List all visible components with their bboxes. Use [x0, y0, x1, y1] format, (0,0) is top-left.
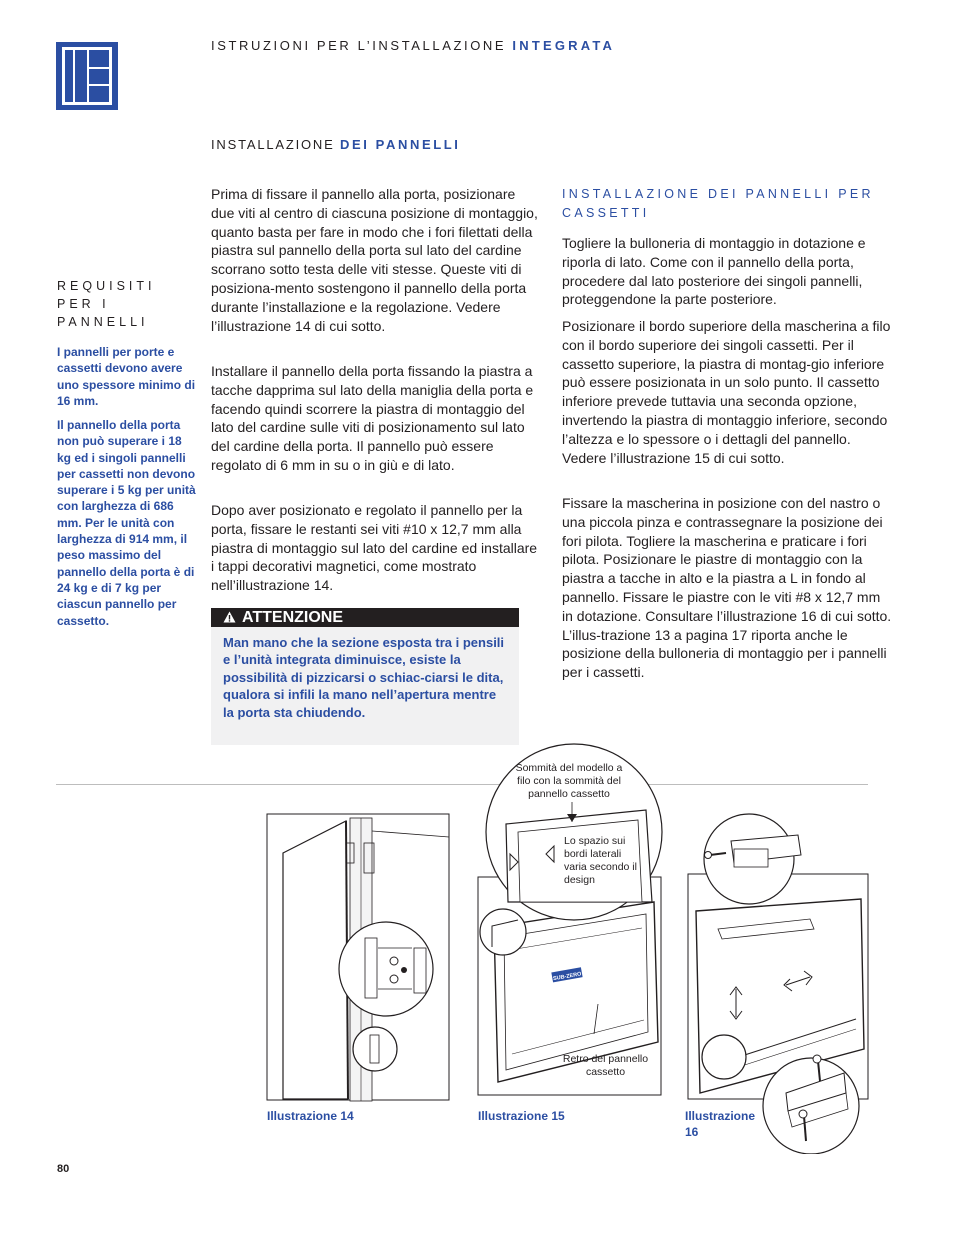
caption-illustration-16: Illustrazione 16: [685, 1109, 756, 1139]
sidebar-note-weight: Il pannello della porta non può superare i 18 kg ed i singoli pannelli per cassetti non devono superare i 5 kg per unità con larghezza di 686 mm. Per le unità con larghezza di 914 mm, il peso massimo del pannello della porta è di 24 kg e di 7 kg per ciascun pannello per cassetto.: [57, 418, 196, 628]
subsection-heading: INSTALLAZIONE DEI PANNELLI PER CASSETTI: [562, 187, 874, 220]
warning-header: [211, 608, 519, 627]
sidebar-note-thickness: I pannelli per porte e cassetti devono avere uno spessore minimo di 16 mm.: [57, 345, 196, 408]
running-header: [211, 38, 615, 53]
sidebar-heading: REQUISITI PER I PANNELLI: [57, 279, 156, 329]
section-title: [211, 137, 461, 152]
section-title-plain: INSTALLAZIONE: [211, 137, 335, 152]
body-paragraph: Dopo aver posizionato e regolato il pannello per la porta, fissare le restanti sei viti #10 x 12,7 mm alla piastra di montaggio sul lato del cardine ed installare i tappi decorativi magnetici, come mostrato nell’illustrazione 14.: [211, 502, 538, 594]
divider: [56, 784, 868, 785]
header-title: ISTRUZIONI PER L’INSTALLAZIONE: [211, 38, 507, 53]
body-paragraph: Prima di fissare il pannello alla porta, posizionare due viti al centro di ciascuna posizione di montaggio, quanto basta per fare in modo che i fori filettati della piastra sul pannello della porta sul lato del cardine scorrano sotto testa delle viti stesse. Queste viti di posiziona-mento sostengono il pannello della porta durante l’installazione e la regolazione. Vedere l’illustrazione 14 di cui sotto.: [211, 186, 538, 334]
body-paragraph: Installare il pannello della porta fissando la piastra a tacche dapprima sul lato della maniglia della porta e facendo quindi scorrere la piastra di montaggio del lato del cardine sulle viti di posizionamento sul lato del cardine della porta. Il pannello può essere regolato di 6 mm in su o in giù e di lato.: [211, 363, 534, 473]
callout-panel-back: Retro del pannello cassetto: [562, 1053, 649, 1078]
body-paragraph: Fissare la mascherina in posizione con del nastro o una piccola pinza e contrassegnare la posizione dei fori pilota. Togliere la mascherina e praticare i fori pilota. Posizionare le piastre di montaggio con la piastra a tacche in alto e la piastra a L in fondo al pannello. Fissare le piastre con le viti #8 x 12,7 mm in dotazione. Consultare l’illustrazione 16 di cui sotto. L’illus-trazione 13 a pagina 17 riporta anche le posizione della bulloneria di montaggio per i pannelli per i cassetti.: [562, 495, 892, 681]
refrigerator-logo-icon: [56, 42, 118, 110]
body-paragraph: Posizionare il bordo superiore della mascherina a filo con il bordo superiore dei singoli cassetti. Per il cassetto superiore, la piastra di montag-gio inferiore può essere posizionata in un solo punto. Il cassetto inferiore prevede tuttavia una seconda opzione, invertendo la piastra di montaggio inferiore, secondo l’altezza e lo spessore o i dettagli del pannello. Vedere l’illustrazione 15 di cui sotto.: [562, 318, 891, 466]
warning-title: ATTENZIONE: [242, 609, 344, 626]
caption-illustration-14: Illustrazione 14: [267, 1109, 354, 1123]
illustration-16-mounting-plates: [686, 811, 871, 1154]
caption-illustration-15: Illustrazione 15: [478, 1109, 565, 1123]
section-title-bold: DEI PANNELLI: [340, 137, 461, 152]
body-paragraph: Togliere la bulloneria di montaggio in dotazione e riporla di lato. Come con il pannello della porta, procedere dal lato posteriore dei singoli pannelli, proteggendone la parte posteriore.: [562, 235, 866, 308]
header-title-bold: INTEGRATA: [512, 38, 616, 53]
brand-badge: SUB-ZERO: [552, 971, 583, 983]
warning-text: Man mano che la sezione esposta tra i pensili e l’unità integrata diminuisce, esiste la possibilità di pizzicarsi o schiac-ciarsi le dita, qualora si infili la mano nell’apertura mentre la porta sta chiudendo.: [211, 627, 519, 745]
illustration-14-door-panel: [266, 813, 451, 1103]
callout-side-spacing: Lo spazio sui bordi laterali varia secondo il design: [564, 835, 637, 886]
warning-icon: [223, 611, 236, 623]
callout-top-alignment: Sommità del modello a filo con la sommità del pannello cassetto: [515, 762, 623, 800]
page-number: 80: [57, 1163, 70, 1175]
